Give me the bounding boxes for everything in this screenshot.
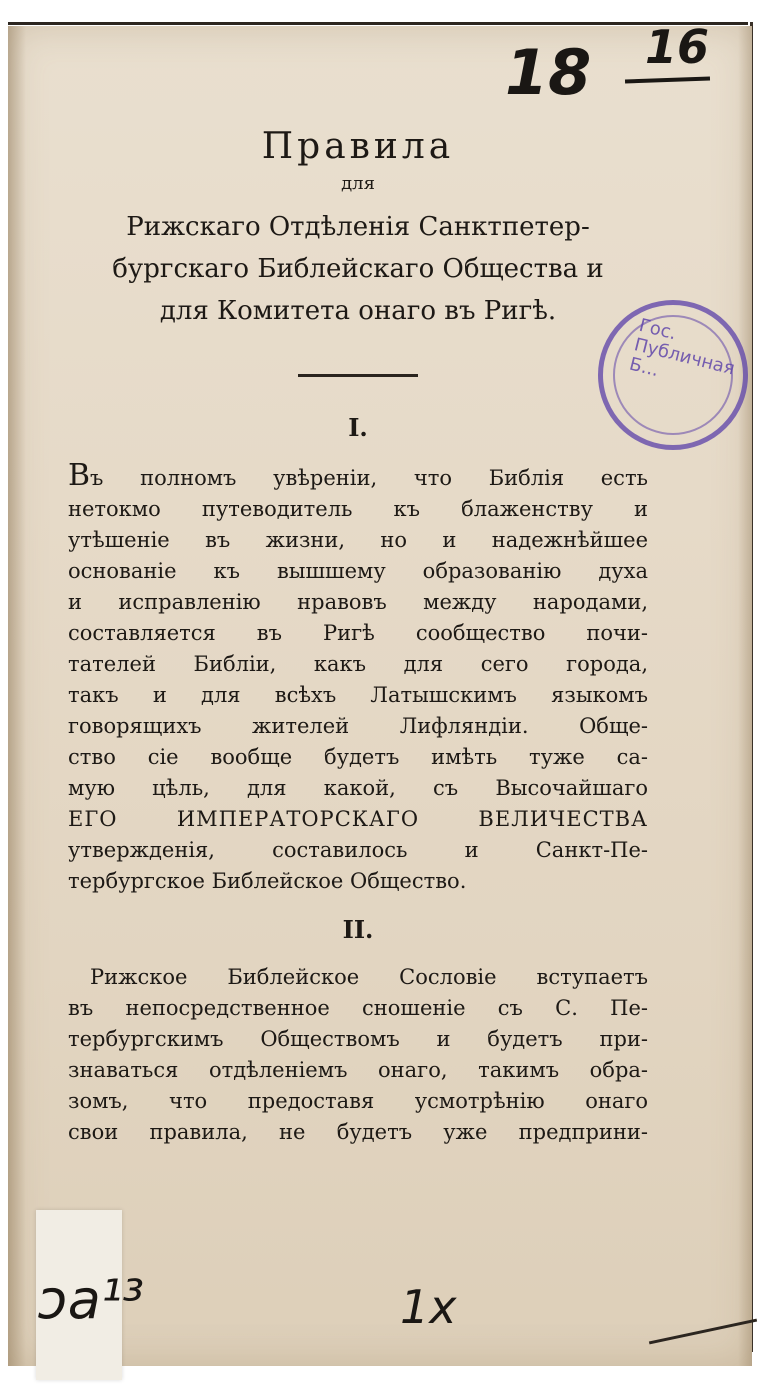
subtitle-line: Рижскаго Отдѣленія Санктпетер- <box>126 212 590 242</box>
section-2-line: въ непосредственное сношеніе съ С. Пе- <box>68 996 648 1020</box>
document-content <box>68 126 648 1148</box>
section-number-1: I. <box>348 413 368 442</box>
section-1-line: составляется въ Ригѣ сообщество почи- <box>68 621 648 645</box>
section-1-line: утѣшеніе въ жизни, но и надежнѣйшее <box>68 528 648 552</box>
subtitle-line: для Комитета онаго въ Ригѣ. <box>159 296 557 326</box>
section-2-line: Рижское Библейское Сословіе вступаетъ <box>90 965 648 989</box>
section-number-2: II. <box>342 915 374 944</box>
section-2-line: тербургскимъ Обществомъ и будетъ при- <box>68 1027 648 1051</box>
section-1-line: ЕГО ИМПЕРАТОРСКАГО ВЕЛИЧЕСТВА <box>68 807 648 831</box>
stamp-text: Гос. Публичная Б... <box>627 314 737 382</box>
handwritten-number-right: 16 <box>645 20 710 74</box>
section-2-line: знаваться отдѣленіемъ онаго, такимъ обра- <box>68 1058 648 1082</box>
first-line-text: ъ полномъ увѣреніи, что Библія есть <box>90 466 648 490</box>
section-1-line: ство сіе вообще будетъ имѣть туже са- <box>68 745 648 769</box>
section-1-line: тателей Библіи, какъ для сего города, <box>68 652 648 676</box>
page-top-edge <box>8 22 748 25</box>
section-1-text <box>68 460 648 897</box>
document-title: Правила <box>261 126 455 167</box>
title-divider <box>298 374 418 377</box>
section-2-line: зомъ, что предоставя усмотрѣнію онаго <box>68 1089 648 1113</box>
section-1-line: основаніе къ вышшему образованію духа <box>68 559 648 583</box>
section-1-line: тербургское Библейское Общество. <box>68 869 467 893</box>
dropcap-letter: В <box>68 458 91 493</box>
subtitle-line: бургскаго Библейскаго Общества и <box>112 254 604 284</box>
section-1-line: и исправленію нравовъ между народами, <box>68 590 648 614</box>
section-1-line: мую цѣль, для какой, съ Высочайшаго <box>68 776 648 800</box>
document-subtitle <box>68 206 648 332</box>
title-preposition: для <box>341 173 375 194</box>
section-1-line: такъ и для всѣхъ Латышскимъ языкомъ <box>68 683 648 707</box>
section-2-text <box>68 962 648 1148</box>
section-1-line: говорящихъ жителей Лифляндіи. Обще- <box>68 714 648 738</box>
section-1-line <box>68 460 648 494</box>
library-stamp <box>598 300 748 450</box>
handwritten-shelfmark: ɔa¹³ <box>38 1268 145 1331</box>
handwritten-number-left: 18 <box>505 36 592 109</box>
section-1-line: нетокмо путеводитель къ блаженству и <box>68 497 648 521</box>
handwritten-mark-bottom: 1x <box>400 1280 457 1334</box>
document-page <box>8 26 752 1366</box>
section-1-line: утвержденія, составилось и Санкт-Пе- <box>68 838 648 862</box>
section-2-line: свои правила, не будетъ уже предприни- <box>68 1120 648 1144</box>
